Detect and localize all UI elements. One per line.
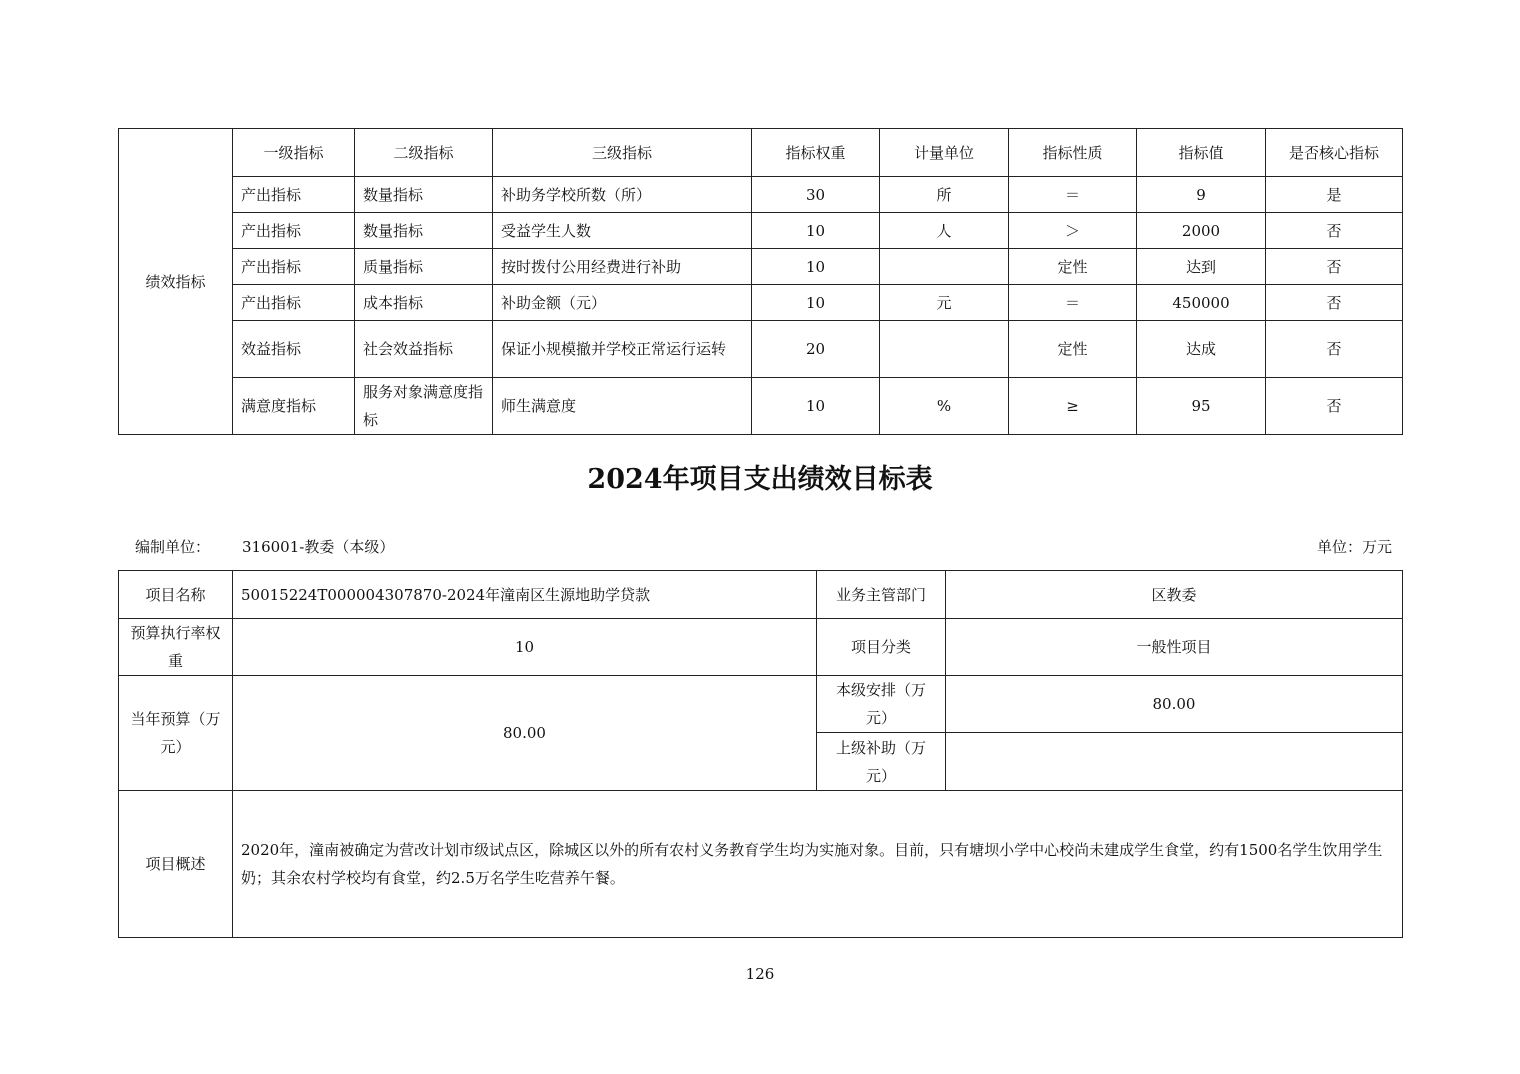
table-cell: 否 [1266,378,1403,435]
budget-rate-value: 10 [233,619,817,676]
table-cell: 数量指标 [355,213,493,249]
table-cell: 20 [752,321,880,378]
table-cell: 10 [752,285,880,321]
table-cell: 按时拨付公用经费进行补助 [493,249,752,285]
table-cell: 补助金额（元） [493,285,752,321]
table-cell: 保证小规模撤并学校正常运行运转 [493,321,752,378]
table-row [119,285,1403,321]
header-cell: 是否核心指标 [1266,129,1403,177]
project-name-label: 项目名称 [119,571,233,619]
budget-rate-label: 预算执行率权重 [119,619,233,676]
table-row [119,177,1403,213]
performance-header-row [119,129,1403,177]
table-cell: 10 [752,378,880,435]
table-row [119,213,1403,249]
table-cell: 师生满意度 [493,378,752,435]
table-cell: 30 [752,177,880,213]
project-info-table [118,570,1403,938]
table-cell: % [880,378,1009,435]
table-cell: 社会效益指标 [355,321,493,378]
table-cell: 所 [880,177,1009,213]
table-cell: 质量指标 [355,249,493,285]
table-cell: 10 [752,249,880,285]
table-cell: 否 [1266,285,1403,321]
table-cell: 10 [752,213,880,249]
table-cell: 产出指标 [233,249,355,285]
currency-unit: 单位：万元 [1316,538,1392,556]
header-cell: 二级指标 [355,129,493,177]
header-cell: 指标权重 [752,129,880,177]
department-label: 业务主管部门 [817,571,946,619]
header-cell: 指标性质 [1009,129,1137,177]
compiling-unit-label: 编制单位： [135,538,211,556]
header-cell: 指标值 [1137,129,1266,177]
table-cell: 产出指标 [233,213,355,249]
performance-section-label: 绩效指标 [119,129,233,435]
project-category-label: 项目分类 [817,619,946,676]
table-cell: 产出指标 [233,285,355,321]
project-category-value: 一般性项目 [946,619,1403,676]
project-name-value: 50015224T000004307870-2024年潼南区生源地助学贷款 [233,571,817,619]
table-row [119,676,1403,733]
page-number: 126 [745,965,775,983]
table-row [119,321,1403,378]
table-cell: 达到 [1137,249,1266,285]
table-cell: 效益指标 [233,321,355,378]
local-arrangement-label: 本级安排（万元） [817,676,946,733]
table-cell: 否 [1266,213,1403,249]
local-arrangement-value: 80.00 [946,676,1403,733]
table-cell: 450000 [1137,285,1266,321]
table-cell [880,321,1009,378]
annual-budget-label: 当年预算（万元） [119,676,233,791]
department-value: 区教委 [946,571,1403,619]
project-overview-label: 项目概述 [119,791,233,938]
upper-subsidy-label: 上级补助（万元） [817,733,946,791]
table-cell [880,249,1009,285]
table-row [119,619,1403,676]
annual-budget-value: 80.00 [233,676,817,791]
table-cell: 数量指标 [355,177,493,213]
upper-subsidy-value [946,733,1403,791]
table-row [119,571,1403,619]
performance-indicator-table [118,128,1403,435]
table-cell: 达成 [1137,321,1266,378]
table-cell: 成本指标 [355,285,493,321]
table-row [119,378,1403,435]
page-title: 2024年项目支出绩效目标表 [587,464,933,495]
table-cell: 95 [1137,378,1266,435]
project-overview-text: 2020年，潼南被确定为营改计划市级试点区，除城区以外的所有农村义务教育学生均为实施对象。目前，只有塘坝小学中心校尚未建成学生食堂，约有1500名学生饮用学生奶；其余农村学校均有食堂，约2.5万名学生吃营养午餐。 [233,791,1403,938]
header-cell: 计量单位 [880,129,1009,177]
table-row [119,791,1403,938]
table-cell: ＝ [1009,177,1137,213]
header-cell: 三级指标 [493,129,752,177]
header-cell: 一级指标 [233,129,355,177]
compiling-unit-value: 316001-教委（本级） [242,538,395,556]
table-cell: 定性 [1009,321,1137,378]
table-cell: 补助务学校所数（所） [493,177,752,213]
table-cell: 人 [880,213,1009,249]
table-cell: 定性 [1009,249,1137,285]
table-cell: ≥ [1009,378,1137,435]
table-cell: 受益学生人数 [493,213,752,249]
table-cell: ＝ [1009,285,1137,321]
table-row [119,249,1403,285]
table-cell: 2000 [1137,213,1266,249]
table-cell: 产出指标 [233,177,355,213]
table-cell: ＞ [1009,213,1137,249]
table-cell: 是 [1266,177,1403,213]
table-cell: 服务对象满意度指标 [355,378,493,435]
table-cell: 满意度指标 [233,378,355,435]
table-cell: 否 [1266,321,1403,378]
table-cell: 否 [1266,249,1403,285]
table-cell: 元 [880,285,1009,321]
table-cell: 9 [1137,177,1266,213]
